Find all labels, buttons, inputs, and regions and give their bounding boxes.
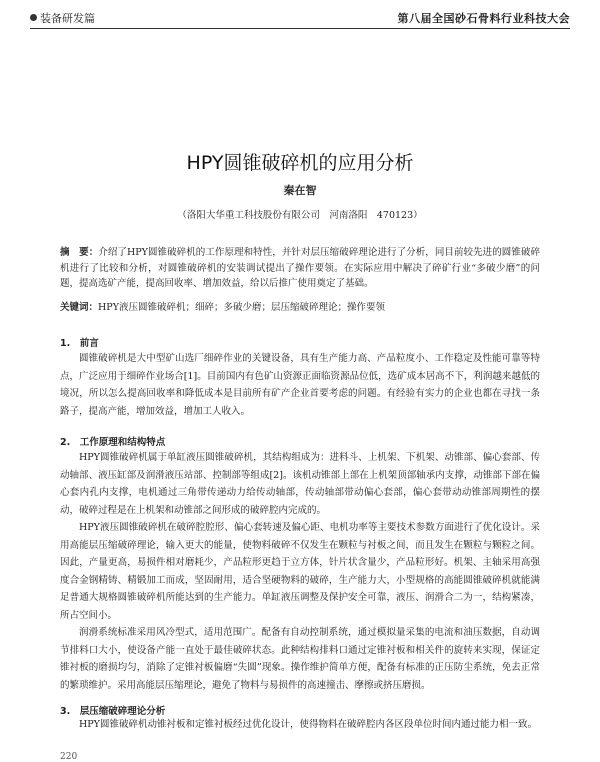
header-conference: 第八届全国砂石骨料行业科技大会 — [397, 12, 570, 25]
paragraph: 润滑系统标准采用风冷型式，适用范围广。配备有自动控制系统，通过模拟量采集的电流和油压数据，自动调节排料口大小，使设备产能一直处于最佳破碎状态。此种结构排料口通过定锥衬板和相关件的旋转来实现，保证定锥衬板的磨损均匀，消除了定锥衬板偏磨“失圆”现象。操作维护简单方便，配备有标准的正压防尘系统，免去正常的繁琐维护。采用高能层压缩理论，避免了物料与易损件的高速撞击、摩擦或挤压磨损。 — [60, 627, 540, 691]
keywords-label: 关键词： — [60, 302, 99, 313]
running-header — [30, 6, 570, 29]
bullet-icon — [30, 14, 37, 21]
header-section-label: 装备研发篇 — [40, 12, 95, 25]
keywords-text: HPY液压圆锥破碎机；细碎；多破少磨；层压缩破碎理论；操作要领 — [98, 302, 385, 313]
paragraph: HPY圆锥破碎机动锥衬板和定锥衬板经过优化设计，使得物料在破碎腔内各区段单位时间内通过能力相一致。 — [79, 719, 537, 730]
paragraph: 圆锥破碎机是大中型矿山选厂细碎作业的关键设备，具有生产能力高、产品粒度小、工作稳定及性能可靠等特点，广泛应用于细碎作业场合[1]。目前国内有色矿山资源正面临资源品位低，选矿成本居高不下，利润越来越低的境况，所以怎么提高回收率和降低成本是目前所有矿产企业首要考虑的问题。有经验有实力的企业也都在寻找一条路子，提高产能，增加效益，增加工人收入。 — [60, 353, 540, 417]
section-heading: 3. 层压缩破碎理论分析 — [60, 706, 166, 717]
paragraph: HPY圆锥破碎机属于单缸液压圆锥破碎机，其结构组成为：进料斗、上机架、下机架、动锥部、偏心套部、传动轴部、液压缸部及润滑液压站部、控制部等组成[2]。该机动锥部上部在上机架顶部轴承内支撑，动锥部下部在偏心套内孔内支撑，电机通过三角带传递动力给传动轴部，传动轴部带动偏心套部，偏心套带动动锥部周期性的摆动，破碎过程是在上机架和动锥部之间形成的破碎腔内完成的。 — [60, 452, 540, 516]
keywords — [60, 300, 540, 315]
author-name: 秦在智 — [283, 184, 317, 197]
author-affiliation: （洛阳大华重工科技股份有限公司 河南洛阳 470123） — [177, 210, 423, 221]
abstract-label: 摘 要： — [60, 247, 99, 258]
section-heading: 1. 前言 — [60, 338, 99, 349]
page-number: 220 — [60, 752, 78, 762]
abstract-text: 介绍了HPY圆锥破碎机的工作原理和特性，并针对层压缩破碎理论进行了分析，同目前较先进的圆锥破碎机进行了比较和分析，对圆锥破碎机的安装调试提出了操作要领。在实际应用中解决了碎矿行业“多破少磨”的问题，提高选矿产能，提高回收率、增加效益，给以后推广使用奠定了基础。 — [60, 247, 540, 289]
header-left — [30, 10, 95, 26]
paper-title: HPY圆锥破碎机的应用分析 — [186, 152, 414, 174]
section-heading: 2. 工作原理和结构特点 — [60, 437, 166, 448]
abstract — [60, 245, 540, 292]
paragraph: HPY液压圆锥破碎机在破碎腔腔形、偏心套转速及偏心距、电机功率等主要技术参数方面进行了优化设计。采用高能层压缩破碎理论，输入更大的能量，使物料破碎不仅发生在颗粒与衬板之间，而且发生在颗粒与颗粒之间。因此，产量更高，易损件相对磨耗少，产品粒形更趋于立方体，针片状含量少，产品粒形好。机架、主轴采用高强度合金钢精铸、精锻加工而成，坚固耐用，适合坚硬物料的破碎，生产能力大，小型规格的高能圆锥破碎机就能满足普通大规格圆锥破碎机所能达到的生产能力。单缸液压调整及保护安全可靠，液压、润滑合二为一，结构紧凑，所占空间小。 — [60, 522, 540, 621]
